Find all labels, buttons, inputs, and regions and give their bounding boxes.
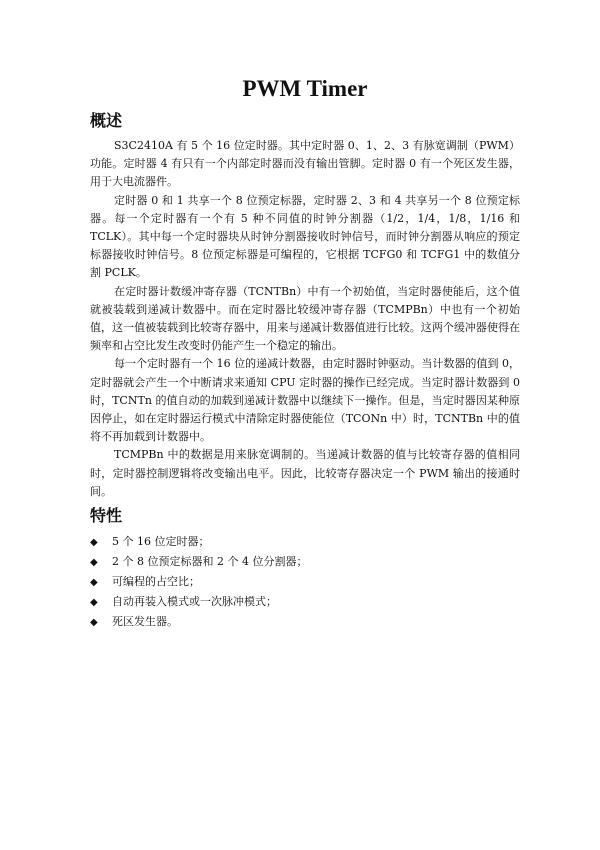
diamond-icon: ◆ [90,597,98,608]
paragraph: S3C2410A 有 5 个 16 位定时器。其中定时器 0、1、2、3 有脉宽调制（PWM）功能。定时器 4 有只有一个内部定时器而没有输出管脚。定时器 0 有一个死区发生器，用于大电流器件。 [90,139,520,189]
list-item-text: 可编程的占空比； [112,575,200,588]
overview-heading: 概述 [90,111,123,130]
features-heading: 特性 [90,506,123,525]
list-item [90,532,520,552]
features-list [90,532,520,632]
diamond-icon: ◆ [90,577,98,588]
list-item-text: 死区发生器。 [112,615,178,628]
list-item [90,592,520,612]
paragraph: 定时器 0 和 1 共享一个 8 位预定标器，定时器 2、3 和 4 共享另一个 8 位预定标器。每一个定时器有一个有 5 种不同值的时钟分割器（1/2，1/4，1/8，1/16 和 TCLK）。其中每一个定时器块从时钟分割器接收时钟信号，而时钟分割器从响应的预定标器接收时钟信号。8 位预定标器是可编程的，它根据 TCFG0 和 TCFG1 中的数值分割 PCLK。 [90,193,520,280]
list-item-text: 5 个 16 位定时器； [112,535,210,548]
overview-body [90,137,520,501]
page-title: PWM Timer [242,76,368,101]
paragraph: 在定时器计数缓冲寄存器（TCNTBn）中有一个初始值，当定时器使能后，这个值就被装载到递减计数器中。而在定时器比较缓冲寄存器（TCMPBn）中也有一个初始值，这一值被装载到比较寄存器中，用来与递减计数器值进行比较。这两个缓冲器使得在频率和占空比发生改变时仍能产生一个稳定的输出。 [90,284,520,353]
diamond-icon: ◆ [90,617,98,628]
list-item [90,572,520,592]
paragraph: 每一个定时器有一个 16 位的递减计数器，由定时器时钟驱动。当计数器的值到 0，定时器就会产生一个中断请求来通知 CPU 定时器的操作已经完成。当定时器计数器到 0 时，TCNTn 的值自动的加载到递减计数器中以继续下一操作。但是，当定时器因某种原因停止，如在定时器运行模式中清除定时器使能位（TCONn 中）时，TCNTBn 中的值将不再加载到计数器中。 [90,357,520,444]
diamond-icon: ◆ [90,557,98,568]
list-item-text: 2 个 8 位预定标器和 2 个 4 位分割器； [112,555,308,568]
list-item-text: 自动再装入模式或一次脉冲模式； [112,595,277,608]
list-item [90,612,520,632]
list-item [90,552,520,572]
diamond-icon: ◆ [90,537,98,548]
paragraph: TCMPBn 中的数据是用来脉宽调制的。当递减计数器的值与比较寄存器的值相同时，定时器控制逻辑将改变输出电平。因此，比较寄存器决定一个 PWM 输出的接通时间。 [90,448,520,498]
